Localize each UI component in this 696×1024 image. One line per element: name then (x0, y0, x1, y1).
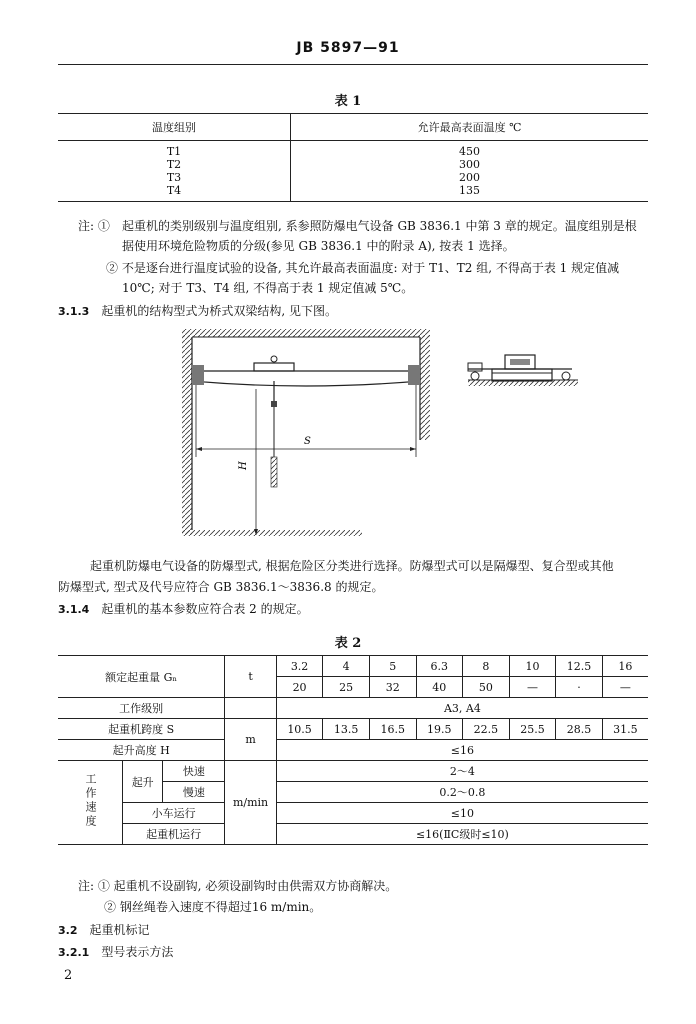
table1 (58, 113, 648, 202)
span-value: 13.5 (323, 719, 370, 740)
end-carriage-left (192, 365, 204, 385)
section-number: 3.1.4 (58, 603, 90, 616)
span-label: 起重机跨度 S (58, 719, 225, 740)
table2-caption: 表 2 (334, 636, 362, 651)
work-class-value: A3, A4 (276, 698, 648, 719)
page-number: 2 (64, 968, 73, 983)
load-value: 5 (369, 656, 416, 677)
load-value: 25 (323, 677, 370, 698)
doc-header: JB 5897—91 (296, 40, 400, 56)
bridge-girder (192, 371, 420, 386)
load-value: 32 (369, 677, 416, 698)
crane-travel-label: 起重机运行 (123, 824, 225, 845)
paragraph-line2: 防爆型式, 型式及代号应符合 GB 3836.1～3836.8 的规定。 (58, 580, 384, 594)
table-row (58, 824, 648, 845)
table-row (58, 171, 648, 184)
load-value: — (509, 677, 556, 698)
section-3-1-3 (58, 302, 337, 319)
load-value: — (602, 677, 648, 698)
t1-group: T4 (58, 184, 291, 202)
t1-col-temp: 允许最高表面温度 ℃ (291, 114, 649, 141)
load-value: 40 (416, 677, 463, 698)
load-value: 6.3 (416, 656, 463, 677)
span-value: 16.5 (369, 719, 416, 740)
table-row (58, 719, 648, 740)
table-row (58, 698, 648, 719)
table-row (58, 803, 648, 824)
note2-line1: ② 不是逐台进行温度试验的设备, 其允许最高表面温度: 对于 T1、T2 组, 不得高于表 1 规定值减 (106, 261, 620, 275)
table-row (58, 141, 648, 159)
slow-label: 慢速 (163, 782, 225, 803)
table-row (58, 761, 648, 782)
section-text: 起重机标记 (89, 923, 150, 937)
t1-temp: 300 (459, 158, 480, 171)
crane-side-view (468, 355, 578, 386)
section-text: 型号表示方法 (101, 945, 174, 959)
section-number: 3.1.3 (58, 305, 90, 318)
crane-figure (170, 325, 610, 545)
right-wall (420, 335, 430, 440)
t1-temp: 450 (459, 145, 480, 158)
section-text: 起重机的基本参数应符合表 2 的规定。 (101, 602, 309, 616)
t1-temp: 200 (459, 171, 480, 184)
note1-prefix: 注: ① (78, 219, 110, 233)
lift-height-value: ≤16 (276, 740, 648, 761)
span-label: S (304, 436, 311, 447)
speed-group-label: 工作速度 (84, 773, 97, 829)
section-3-2-1 (58, 943, 173, 960)
hoist-label: 起升 (123, 761, 163, 803)
table2 (58, 655, 648, 845)
rated-load-label: 额定起重量 Gₙ (58, 656, 225, 698)
floor (182, 530, 362, 536)
note1-line2: 据使用环境危险物质的分级(参见 GB 3836.1 中的附录 A), 按表 1 选择。 (122, 239, 515, 253)
t1-group: T2 (58, 158, 291, 171)
t1-col-group: 温度组别 (58, 114, 291, 141)
lift-height-label: 起升高度 H (58, 740, 225, 761)
work-class-label: 工作级别 (58, 698, 225, 719)
end-carriage-right (408, 365, 420, 385)
table-row (58, 158, 648, 171)
trolley (254, 363, 294, 371)
section-3-1-4 (58, 600, 309, 617)
load-value: 50 (463, 677, 510, 698)
table1-caption: 表 1 (334, 94, 362, 109)
span-value: 31.5 (602, 719, 648, 740)
crane-travel-value: ≤16(ⅡC级时≤10) (276, 824, 648, 845)
height-label: H (238, 461, 249, 470)
hook-block (271, 401, 277, 407)
fast-value: 2～4 (276, 761, 648, 782)
table2-note2: ② 钢丝绳卷入速度不得超过16 m/min。 (104, 900, 322, 914)
t1-group: T3 (58, 171, 291, 184)
load-value: · (556, 677, 603, 698)
note1-line1: 起重机的类别级别与温度组别, 系参照防爆电气设备 GB 3836.1 中第 3 章的规定。温度组别是根 (122, 219, 637, 233)
section-number: 3.2.1 (58, 946, 90, 959)
unit-m: m (225, 719, 277, 761)
section-3-2 (58, 921, 150, 938)
load-value: 10 (509, 656, 556, 677)
fast-label: 快速 (163, 761, 225, 782)
load-value: 12.5 (556, 656, 603, 677)
load-value: 4 (323, 656, 370, 677)
span-value: 19.5 (416, 719, 463, 740)
note2-line2: 10℃; 对于 T3、T4 组, 不得高于表 1 规定值减 5℃。 (122, 281, 414, 295)
span-value: 28.5 (556, 719, 603, 740)
paragraph-line1: 起重机防爆电气设备的防爆型式, 根据危险区分类进行选择。防爆型式可以是隔爆型、复合型或其他 (90, 559, 614, 573)
load-value: 16 (602, 656, 648, 677)
span-value: 10.5 (276, 719, 323, 740)
t1-group: T1 (58, 141, 291, 159)
table-row (58, 740, 648, 761)
table2-note1: 注: ① 起重机不设副钩, 必须设副钩时由供需双方协商解决。 (78, 879, 398, 893)
load-value: 8 (463, 656, 510, 677)
span-value: 22.5 (463, 719, 510, 740)
table-row (58, 656, 648, 677)
left-wall (182, 335, 192, 535)
trolley-value: ≤10 (276, 803, 648, 824)
span-value: 25.5 (509, 719, 556, 740)
load-value: 3.2 (276, 656, 323, 677)
slow-value: 0.2～0.8 (276, 782, 648, 803)
unit-t: t (225, 656, 277, 698)
trolley-label: 小车运行 (123, 803, 225, 824)
section-number: 3.2 (58, 924, 78, 937)
t1-temp: 135 (291, 184, 649, 202)
ceiling (182, 329, 430, 337)
section-text: 起重机的结构型式为桥式双梁结构, 见下图。 (101, 304, 337, 318)
hook-load (271, 457, 277, 487)
unit-speed: m/min (225, 761, 277, 845)
load-value: 20 (276, 677, 323, 698)
table-row (58, 184, 648, 202)
table1-header (58, 114, 648, 141)
header-rule (58, 64, 648, 65)
